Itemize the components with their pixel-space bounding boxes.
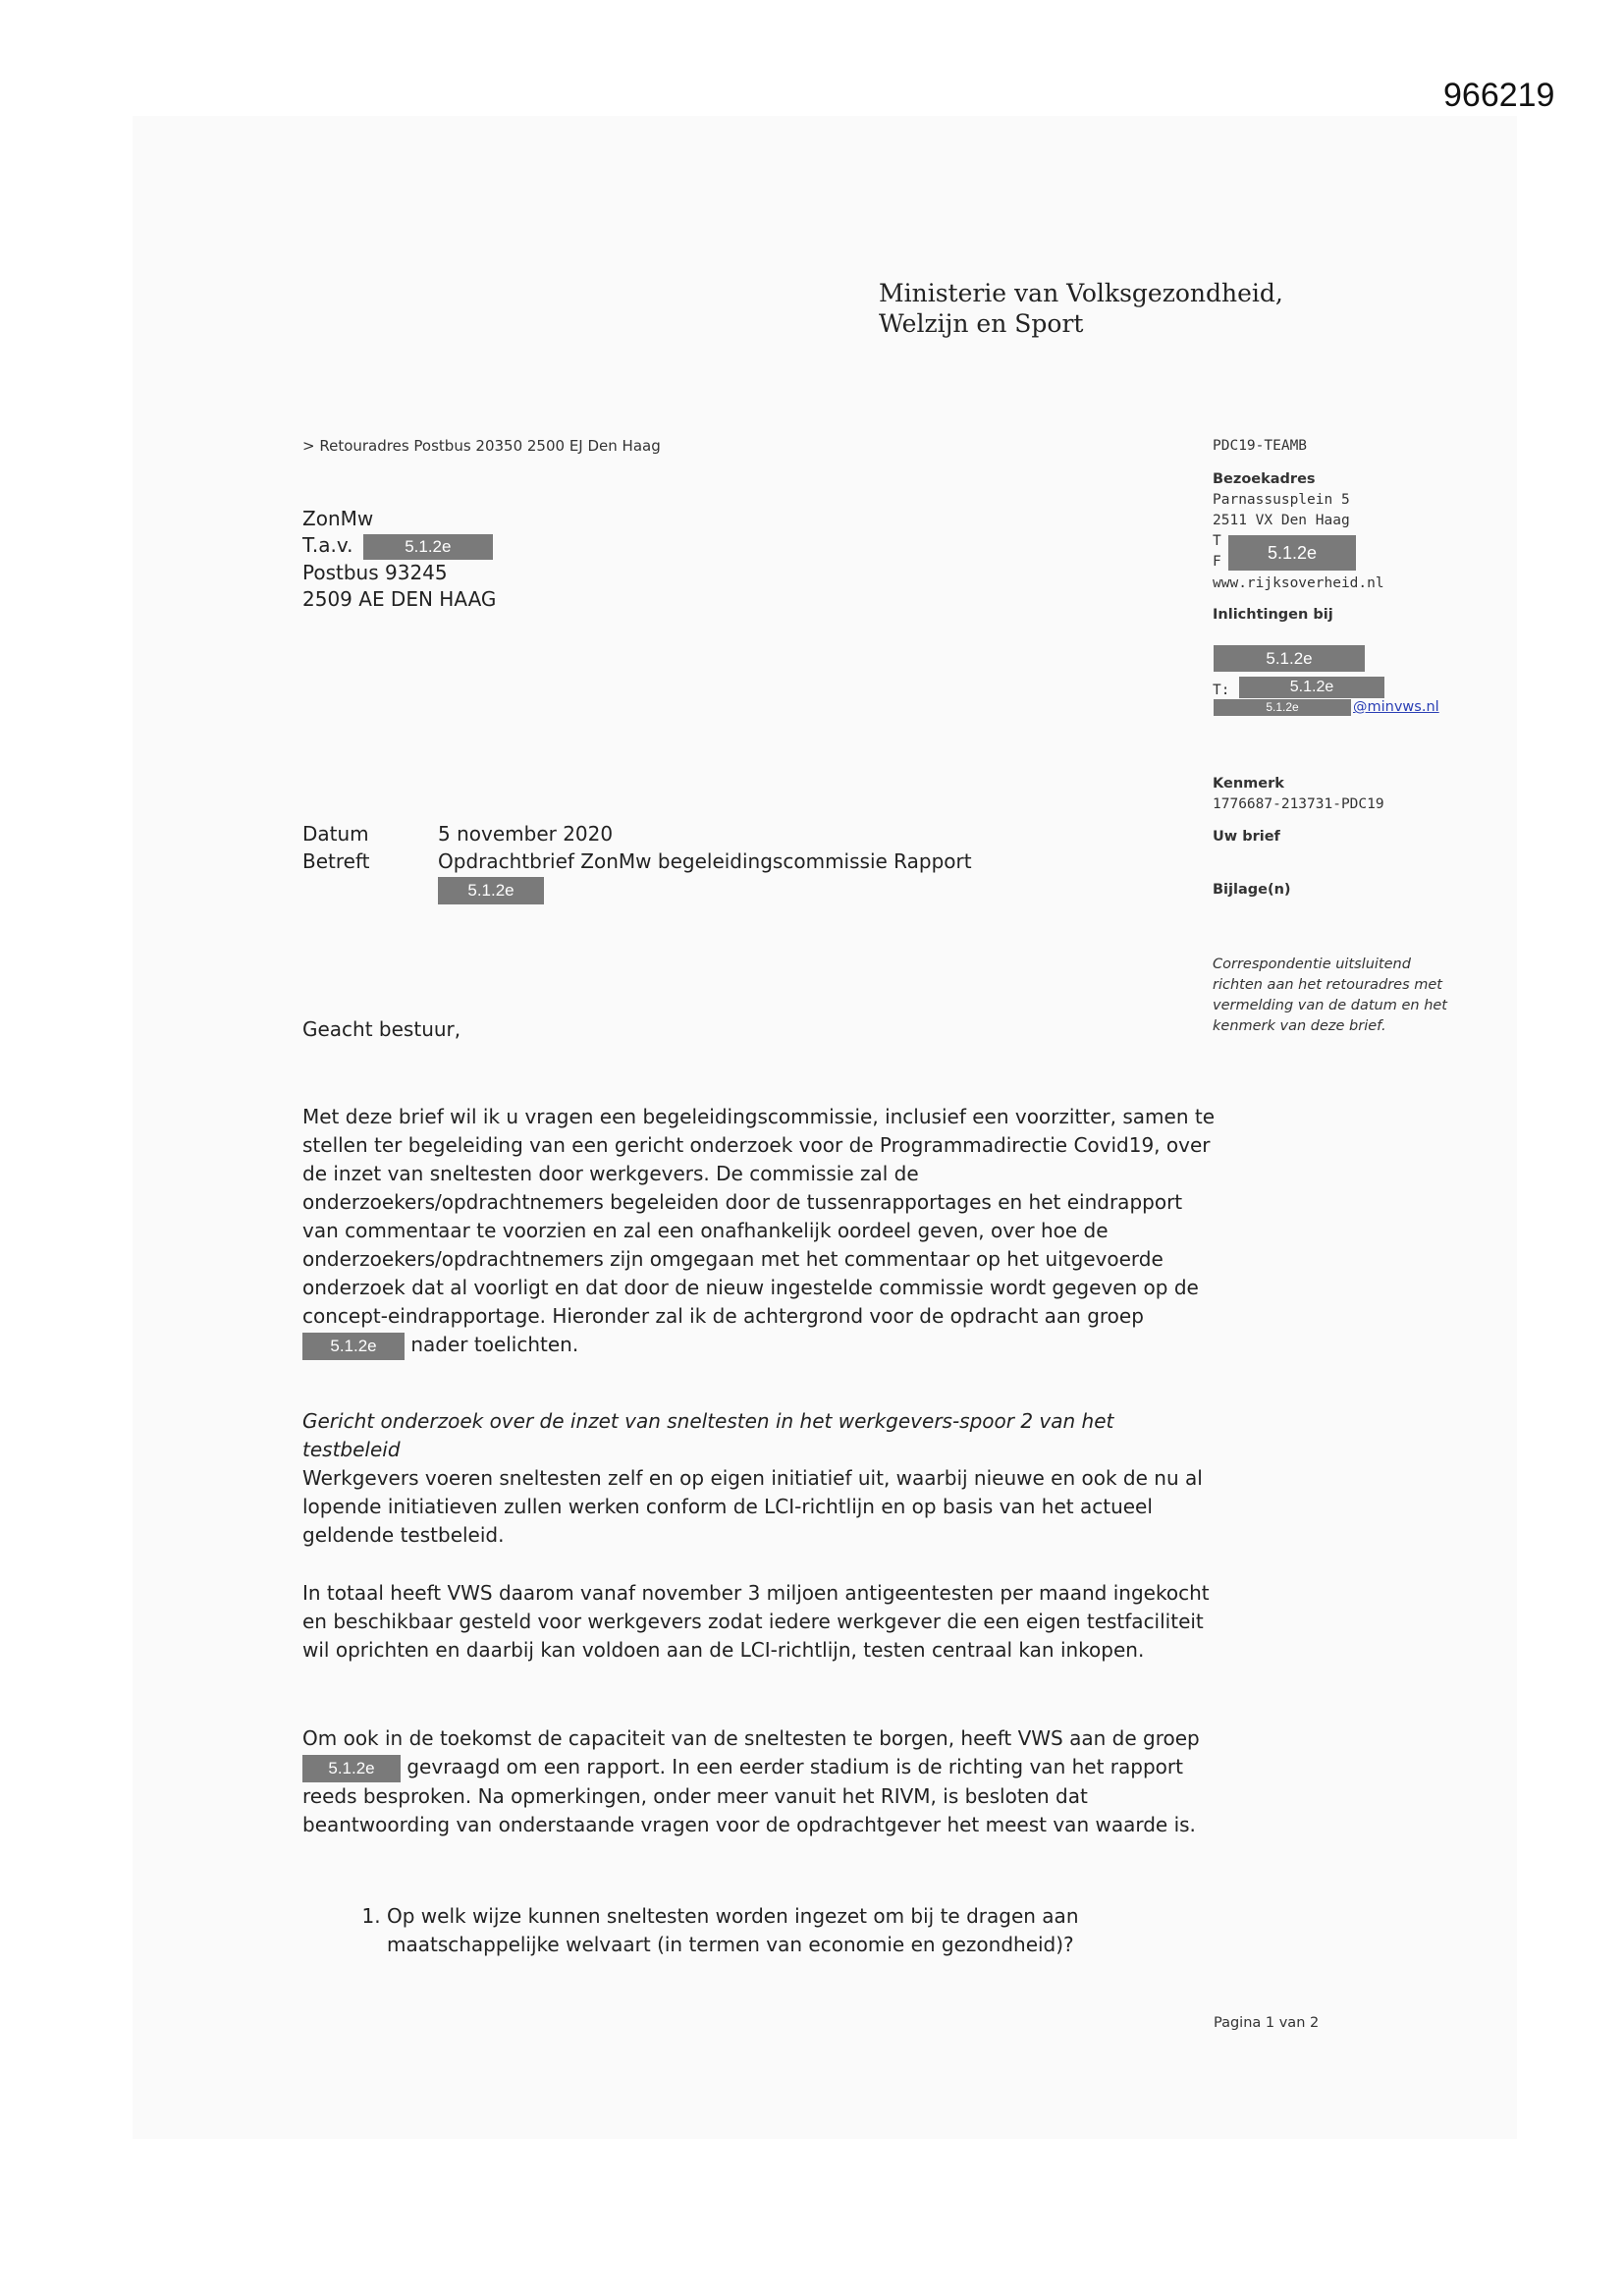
ministry-line-2: Welzijn en Sport bbox=[879, 309, 1084, 338]
sidebar-info-label: Inlichtingen bij bbox=[1213, 607, 1333, 623]
paragraph-4 bbox=[302, 1724, 1216, 1839]
redaction-box: 5.1.2e bbox=[1214, 645, 1365, 672]
date-row bbox=[302, 820, 972, 847]
redaction-box: 5.1.2e bbox=[1214, 699, 1351, 716]
sidebar-email-domain[interactable] bbox=[1353, 697, 1439, 718]
reference-label: Kenmerk bbox=[1213, 776, 1284, 792]
email-link[interactable]: @minvws.nl bbox=[1353, 699, 1439, 715]
sidebar-visit-address bbox=[1213, 469, 1350, 531]
subject-value: Opdrachtbrief ZonMw begeleidingscommissie Rapport bbox=[438, 849, 972, 873]
document-number: 966219 bbox=[1443, 77, 1555, 114]
redaction-box: 5.1.2e bbox=[438, 877, 544, 904]
sidebar-team: PDC19-TEAMB bbox=[1213, 438, 1308, 454]
paragraph-2: Werkgevers voeren sneltesten zelf en op eigen initiatief uit, waarbij nieuwe en ook de nu al lopende initiatieven zullen werken conform de LCI-richtlijn en op basis van het actueel geldende testbeleid. bbox=[302, 1466, 1203, 1547]
addressee-org: ZonMw bbox=[302, 507, 374, 530]
paragraph-4-start: Om ook in de toekomst de capaciteit van de sneltesten te borgen, heeft VWS aan de groep bbox=[302, 1726, 1200, 1750]
redaction-box: 5.1.2e bbox=[1239, 677, 1384, 698]
tav-label: T.a.v. bbox=[302, 533, 353, 557]
section-heading: Gericht onderzoek over de inzet van sneltesten in het werkgevers-spoor 2 van het testbeleid bbox=[302, 1409, 1114, 1461]
question-list bbox=[302, 1902, 1216, 1959]
page-number: Pagina 1 van 2 bbox=[1214, 2015, 1320, 2031]
sidebar-t-label: T bbox=[1213, 533, 1221, 549]
paragraph-1-end: nader toelichten. bbox=[410, 1333, 579, 1356]
addressee-tav bbox=[302, 532, 496, 560]
addressee-block bbox=[302, 506, 496, 613]
salutation: Geacht bestuur, bbox=[302, 1017, 461, 1041]
redaction-box: 5.1.2e bbox=[1228, 535, 1356, 571]
sidebar-reference bbox=[1213, 774, 1384, 815]
ministry-line-1: Ministerie van Volksgezondheid, bbox=[879, 279, 1283, 307]
letter-meta bbox=[302, 820, 972, 904]
sidebar-your-letter-label: Uw brief bbox=[1213, 829, 1280, 845]
sidebar-f-label: F bbox=[1213, 554, 1221, 570]
paragraph-1-text: Met deze brief wil ik u vragen een begeleidingscommissie, inclusief een voorzitter, samen te stellen ter begeleiding van een gericht onderzoek voor de Programmadirectie Covid19, over de inzet van sneltesten door werkgevers. De commissie zal de onderzoekers/opdrachtnemers begeleiden door de tussenrapportages en het eindrapport van commentaar te voorzien en zal een onafhankelijk oordeel geven, over hoe de onderzoekers/opdrachtnemers zijn omgegaan met het commentaar op het uitgevoerde onderzoek dat al voorligt en dat door de nieuw ingestelde commissie wordt gegeven op de concept-eindrapportage. Hieronder zal ik de achtergrond voor de opdracht aan groep bbox=[302, 1105, 1216, 1328]
redaction-box: 5.1.2e bbox=[302, 1333, 405, 1360]
reference-value: 1776687-213731-PDC19 bbox=[1213, 796, 1384, 812]
question-item: 1. Op welk wijze kunnen sneltesten worden ingezet om bij te dragen aan maatschappelijke welvaart (in termen van economie en gezondheid)? bbox=[387, 1902, 1216, 1959]
addressee-po-box: Postbus 93245 bbox=[302, 561, 448, 584]
sidebar-correspondence-note: Correspondentie uitsluitend richten aan het retouradres met vermelding van de datum en het kenmerk van deze brief. bbox=[1213, 957, 1447, 1034]
addressee-city: 2509 AE DEN HAAG bbox=[302, 587, 497, 611]
date-value: 5 november 2020 bbox=[438, 822, 614, 846]
return-address: > Retouradres Postbus 20350 2500 EJ Den Haag bbox=[302, 437, 661, 455]
paragraph-1 bbox=[302, 1103, 1216, 1360]
paragraph-3: In totaal heeft VWS daarom vanaf november 3 miljoen antigeentesten per maand ingekocht en beschikbaar gesteld voor werkgevers zodat iedere werkgever die een eigen testfaciliteit wil oprichten en daarbij kan voldoen aan de LCI-richtlijn, testen centraal kan inkopen. bbox=[302, 1581, 1210, 1662]
ministry-logo-text bbox=[879, 278, 1283, 339]
paragraph-4-end: gevraagd om een rapport. In een eerder stadium is de richting van het rapport reeds besproken. Na opmerkingen, onder meer vanuit het RIVM, is besloten dat beantwoording van onderstaande vragen voor de opdrachtgever het meest van waarde is. bbox=[302, 1755, 1196, 1836]
sidebar-attachments-label: Bijlage(n) bbox=[1213, 882, 1291, 898]
visit-postcode-city: 2511 VX Den Haag bbox=[1213, 513, 1350, 528]
subject-row bbox=[302, 847, 972, 875]
sidebar-website: www.rijksoverheid.nl bbox=[1213, 575, 1384, 591]
subject-label: Betreft bbox=[302, 849, 370, 873]
redaction-box: 5.1.2e bbox=[302, 1755, 401, 1782]
visit-address-label: Bezoekadres bbox=[1213, 471, 1316, 487]
date-label: Datum bbox=[302, 822, 369, 846]
redaction-box: 5.1.2e bbox=[363, 534, 493, 560]
visit-street: Parnassusplein 5 bbox=[1213, 492, 1350, 508]
sidebar-phone-label: T: bbox=[1213, 683, 1230, 698]
